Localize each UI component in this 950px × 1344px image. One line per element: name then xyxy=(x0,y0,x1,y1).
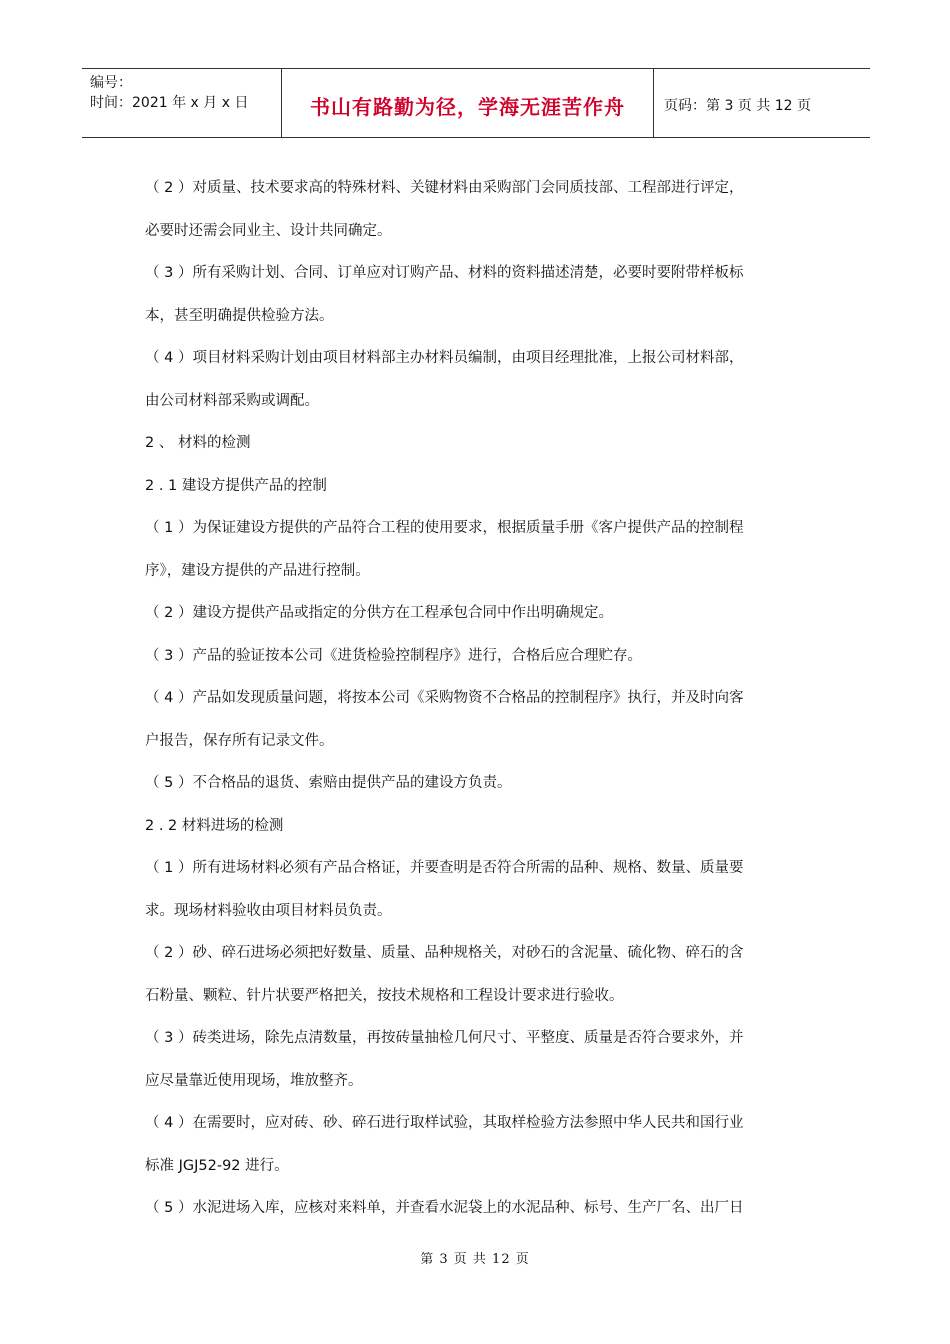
page-header xyxy=(82,68,870,138)
text-line: 必要时还需会同业主、设计共同确定。 xyxy=(145,222,392,239)
text-line: （ 2 ）对质量、技术要求高的特殊材料、关键材料由采购部门会同质技部、工程部进行评定， xyxy=(145,180,744,196)
header-left-block xyxy=(90,73,248,113)
subsection-heading: 2 . 2 材料进场的检测 xyxy=(145,817,284,834)
document-number-label: 编号： xyxy=(90,75,132,91)
text-line: 由公司材料部采购或调配。 xyxy=(145,392,319,409)
text-line: （ 1 ）为保证建设方提供的产品符合工程的使用要求，根据质量手册《客户提供产品的控制程 xyxy=(145,520,744,536)
subsection-heading: 2 . 1 建设方提供产品的控制 xyxy=(145,477,327,494)
text-line: 标准 JGJ52-92 进行。 xyxy=(145,1157,289,1174)
text-line: 应尽量靠近使用现场，堆放整齐。 xyxy=(145,1072,363,1089)
text-line: 石粉量、颗粒、针片状要严格把关，按技术规格和工程设计要求进行验收。 xyxy=(145,987,624,1004)
text-line: （ 4 ）产品如发现质量问题，将按本公司《采购物资不合格品的控制程序》执行，并及时向客 xyxy=(145,690,744,706)
document-body xyxy=(145,178,810,1241)
header-divider xyxy=(653,69,654,137)
page-footer: 第 3 页 共 12 页 xyxy=(420,1252,530,1267)
text-line: 序》，建设方提供的产品进行控制。 xyxy=(145,562,370,579)
text-line: （ 4 ）在需要时，应对砖、砂、碎石进行取样试验，其取样检验方法参照中华人民共和国行业 xyxy=(145,1115,744,1131)
text-line: 求。现场材料验收由项目材料员负责。 xyxy=(145,902,392,919)
text-line: （ 3 ）砖类进场，除先点清数量，再按砖量抽检几何尺寸、平整度、质量是否符合要求外，并 xyxy=(145,1030,744,1046)
text-line: （ 4 ）项目材料采购计划由项目材料部主办材料员编制，由项目经理批准，上报公司材料部， xyxy=(145,350,744,366)
text-line: （ 2 ）建设方提供产品或指定的分供方在工程承包合同中作出明确规定。 xyxy=(145,605,613,621)
header-motto: 书山有路勤为径，学海无涯苦作舟 xyxy=(310,95,625,119)
text-line: （ 5 ）水泥进场入库，应核对来料单，并查看水泥袋上的水泥品种、标号、生产厂名、出厂日 xyxy=(145,1200,744,1216)
text-line: （ 3 ）所有采购计划、合同、订单应对订购产品、材料的资料描述清楚，必要时要附带样板标 xyxy=(145,265,744,281)
text-line: （ 1 ）所有进场材料必须有产品合格证，并要查明是否符合所需的品种、规格、数量、质量要 xyxy=(145,860,744,876)
text-line: （ 5 ）不合格品的退货、索赔由提供产品的建设方负责。 xyxy=(145,775,512,791)
text-line: （ 3 ）产品的验证按本公司《进货检验控制程序》进行，合格后应合理贮存。 xyxy=(145,647,642,664)
header-page-info: 页码：第 3 页 共 12 页 xyxy=(664,98,811,114)
text-line: （ 2 ）砂、碎石进场必须把好数量、质量、品种规格关，对砂石的含泥量、硫化物、碎石的含 xyxy=(145,945,744,961)
text-line: 户报告，保存所有记录文件。 xyxy=(145,732,334,749)
document-time-label: 时间：2021 年 x 月 x 日 xyxy=(90,95,249,111)
text-line: 本，甚至明确提供检验方法。 xyxy=(145,307,334,324)
section-heading: 2 、 材料的检测 xyxy=(145,435,251,451)
